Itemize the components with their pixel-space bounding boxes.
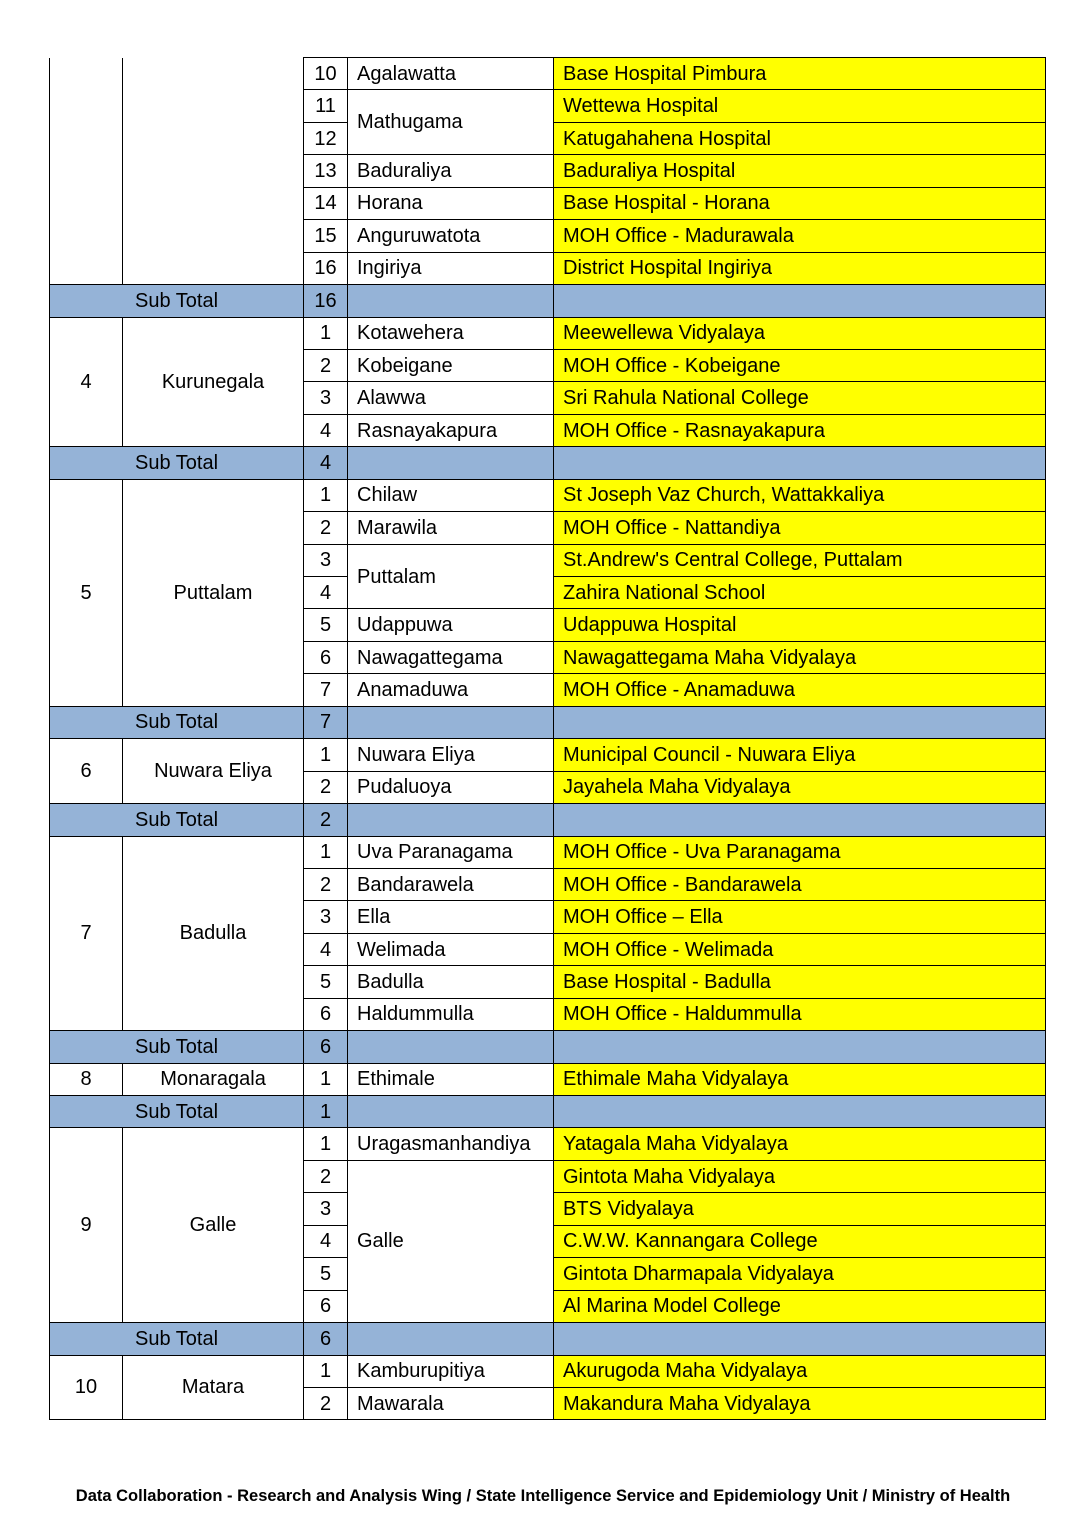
centre-number: 5 — [304, 1258, 348, 1290]
vaccination-centre: Al Marina Model College — [554, 1290, 1046, 1322]
subtotal-blank — [554, 706, 1046, 738]
centre-number: 14 — [304, 187, 348, 219]
subtotal-blank — [348, 285, 554, 317]
moh-area: Pudaluoya — [348, 771, 554, 803]
vaccination-centre: MOH Office - Rasnayakapura — [554, 414, 1046, 446]
vaccination-centre: Base Hospital - Badulla — [554, 966, 1046, 998]
centre-number: 1 — [304, 1128, 348, 1160]
moh-area: Baduraliya — [348, 155, 554, 187]
district-name: Badulla — [123, 836, 304, 1031]
district-name: Matara — [123, 1355, 304, 1420]
subtotal-value: 6 — [304, 1031, 348, 1063]
district-number: 6 — [50, 739, 123, 804]
district-name: Galle — [123, 1128, 304, 1323]
centre-number: 2 — [304, 868, 348, 900]
table-row — [50, 58, 1046, 90]
district-number: 4 — [50, 317, 123, 447]
district-name: Puttalam — [123, 479, 304, 706]
moh-area: Alawwa — [348, 382, 554, 414]
vaccination-centre: Base Hospital Pimbura — [554, 58, 1046, 90]
district-name: Nuwara Eliya — [123, 739, 304, 804]
district-name: Kurunegala — [123, 317, 304, 447]
subtotal-row — [50, 1096, 1046, 1128]
moh-area: Uva Paranagama — [348, 836, 554, 868]
vaccination-centre: Akurugoda Maha Vidyalaya — [554, 1355, 1046, 1387]
moh-area: Agalawatta — [348, 58, 554, 90]
centre-number: 1 — [304, 836, 348, 868]
vaccination-centre: Jayahela Maha Vidyalaya — [554, 771, 1046, 803]
moh-area: Haldummulla — [348, 998, 554, 1030]
subtotal-value: 6 — [304, 1323, 348, 1355]
centre-number: 1 — [304, 1355, 348, 1387]
subtotal-label: Sub Total — [50, 285, 304, 317]
district-number — [50, 58, 123, 285]
subtotal-row — [50, 1031, 1046, 1063]
subtotal-label: Sub Total — [50, 1323, 304, 1355]
district-number: 9 — [50, 1128, 123, 1323]
moh-area: Bandarawela — [348, 868, 554, 900]
centre-number: 4 — [304, 577, 348, 609]
subtotal-blank — [348, 447, 554, 479]
centre-number: 6 — [304, 1290, 348, 1322]
subtotal-blank — [348, 1096, 554, 1128]
moh-area: Kobeigane — [348, 349, 554, 381]
subtotal-value: 7 — [304, 706, 348, 738]
vaccination-centre: Katugahahena Hospital — [554, 122, 1046, 154]
subtotal-blank — [554, 447, 1046, 479]
centre-number: 10 — [304, 58, 348, 90]
vaccination-centre: Meewellewa Vidyalaya — [554, 317, 1046, 349]
centre-number: 2 — [304, 771, 348, 803]
vaccination-centre: Sri Rahula National College — [554, 382, 1046, 414]
subtotal-value: 4 — [304, 447, 348, 479]
subtotal-blank — [348, 1323, 554, 1355]
vaccination-centre: Baduraliya Hospital — [554, 155, 1046, 187]
vaccination-centre: MOH Office - Haldummulla — [554, 998, 1046, 1030]
district-number: 5 — [50, 479, 123, 706]
centre-number: 1 — [304, 317, 348, 349]
subtotal-label: Sub Total — [50, 447, 304, 479]
district-name: Monaragala — [123, 1063, 304, 1095]
centre-number: 11 — [304, 90, 348, 122]
vaccination-centre: Nawagattegama Maha Vidyalaya — [554, 641, 1046, 673]
centre-number: 4 — [304, 933, 348, 965]
moh-area: Chilaw — [348, 479, 554, 511]
table-row — [50, 479, 1046, 511]
table-row — [50, 317, 1046, 349]
moh-area: Uragasmanhandiya — [348, 1128, 554, 1160]
moh-area: Kamburupitiya — [348, 1355, 554, 1387]
moh-area: Ingiriya — [348, 252, 554, 284]
table-row — [50, 1063, 1046, 1095]
centre-number: 6 — [304, 641, 348, 673]
vaccination-centre: Makandura Maha Vidyalaya — [554, 1387, 1046, 1419]
centre-number: 1 — [304, 739, 348, 771]
moh-area: Nuwara Eliya — [348, 739, 554, 771]
centre-number: 7 — [304, 674, 348, 706]
subtotal-blank — [554, 1323, 1046, 1355]
vaccination-centre: BTS Vidyalaya — [554, 1193, 1046, 1225]
vaccination-centre: MOH Office – Ella — [554, 901, 1046, 933]
vaccination-centre: MOH Office - Bandarawela — [554, 868, 1046, 900]
vaccination-centre: Municipal Council - Nuwara Eliya — [554, 739, 1046, 771]
subtotal-blank — [348, 804, 554, 836]
centre-number: 2 — [304, 349, 348, 381]
moh-area: Galle — [348, 1160, 554, 1322]
moh-area: Anamaduwa — [348, 674, 554, 706]
vaccination-centre: MOH Office - Nattandiya — [554, 512, 1046, 544]
moh-area: Udappuwa — [348, 609, 554, 641]
subtotal-value: 16 — [304, 285, 348, 317]
subtotal-row — [50, 1323, 1046, 1355]
vaccination-centre: Udappuwa Hospital — [554, 609, 1046, 641]
district-number: 10 — [50, 1355, 123, 1420]
table-row — [50, 1128, 1046, 1160]
vaccination-centre: Ethimale Maha Vidyalaya — [554, 1063, 1046, 1095]
subtotal-blank — [348, 706, 554, 738]
centre-number: 3 — [304, 382, 348, 414]
subtotal-value: 1 — [304, 1096, 348, 1128]
centre-number: 15 — [304, 220, 348, 252]
vaccination-centre: Wettewa Hospital — [554, 90, 1046, 122]
subtotal-label: Sub Total — [50, 804, 304, 836]
vaccination-centre: C.W.W. Kannangara College — [554, 1225, 1046, 1257]
subtotal-blank — [554, 285, 1046, 317]
vaccination-centre: MOH Office - Anamaduwa — [554, 674, 1046, 706]
moh-area: Mawarala — [348, 1387, 554, 1419]
moh-area: Anguruwatota — [348, 220, 554, 252]
vaccination-centre: MOH Office - Welimada — [554, 933, 1046, 965]
vaccination-centre: District Hospital Ingiriya — [554, 252, 1046, 284]
footer-credit: Data Collaboration - Research and Analysis Wing / State Intelligence Service and Epidemiology Unit / Ministry of Health — [75, 1487, 1011, 1505]
centre-number: 2 — [304, 512, 348, 544]
subtotal-blank — [554, 1031, 1046, 1063]
vaccination-centre: MOH Office - Kobeigane — [554, 349, 1046, 381]
vaccination-centre: MOH Office - Madurawala — [554, 220, 1046, 252]
district-number: 8 — [50, 1063, 123, 1095]
centre-number: 6 — [304, 998, 348, 1030]
moh-area: Puttalam — [348, 544, 554, 609]
moh-area: Ella — [348, 901, 554, 933]
subtotal-label: Sub Total — [50, 1096, 304, 1128]
centre-number: 2 — [304, 1160, 348, 1192]
table-row — [50, 739, 1046, 771]
subtotal-row — [50, 285, 1046, 317]
centre-number: 1 — [304, 479, 348, 511]
subtotal-blank — [554, 1096, 1046, 1128]
centre-number: 1 — [304, 1063, 348, 1095]
moh-area: Badulla — [348, 966, 554, 998]
subtotal-blank — [554, 804, 1046, 836]
vaccination-centre: Gintota Dharmapala Vidyalaya — [554, 1258, 1046, 1290]
moh-area: Rasnayakapura — [348, 414, 554, 446]
centre-number: 5 — [304, 966, 348, 998]
vaccination-centre: Yatagala Maha Vidyalaya — [554, 1128, 1046, 1160]
vaccination-centre: Zahira National School — [554, 577, 1046, 609]
subtotal-label: Sub Total — [50, 706, 304, 738]
moh-area: Nawagattegama — [348, 641, 554, 673]
moh-area: Horana — [348, 187, 554, 219]
centre-number: 2 — [304, 1387, 348, 1419]
centre-number: 13 — [304, 155, 348, 187]
centre-number: 3 — [304, 1193, 348, 1225]
subtotal-row — [50, 447, 1046, 479]
vaccination-centres-table — [49, 57, 1046, 1420]
centre-number: 12 — [304, 122, 348, 154]
subtotal-blank — [348, 1031, 554, 1063]
moh-area: Kotawehera — [348, 317, 554, 349]
centre-number: 16 — [304, 252, 348, 284]
vaccination-centre: Gintota Maha Vidyalaya — [554, 1160, 1046, 1192]
subtotal-label: Sub Total — [50, 1031, 304, 1063]
table-row — [50, 836, 1046, 868]
moh-area: Mathugama — [348, 90, 554, 155]
moh-area: Welimada — [348, 933, 554, 965]
subtotal-row — [50, 804, 1046, 836]
district-number: 7 — [50, 836, 123, 1031]
subtotal-row — [50, 706, 1046, 738]
vaccination-centre: Base Hospital - Horana — [554, 187, 1046, 219]
moh-area: Ethimale — [348, 1063, 554, 1095]
centre-number: 4 — [304, 414, 348, 446]
centre-number: 4 — [304, 1225, 348, 1257]
centre-number: 5 — [304, 609, 348, 641]
table-row — [50, 1355, 1046, 1387]
vaccination-centre: MOH Office - Uva Paranagama — [554, 836, 1046, 868]
vaccination-centre: St Joseph Vaz Church, Wattakkaliya — [554, 479, 1046, 511]
subtotal-value: 2 — [304, 804, 348, 836]
district-name — [123, 58, 304, 285]
centre-number: 3 — [304, 544, 348, 576]
vaccination-centre: St.Andrew's Central College, Puttalam — [554, 544, 1046, 576]
centre-number: 3 — [304, 901, 348, 933]
moh-area: Marawila — [348, 512, 554, 544]
